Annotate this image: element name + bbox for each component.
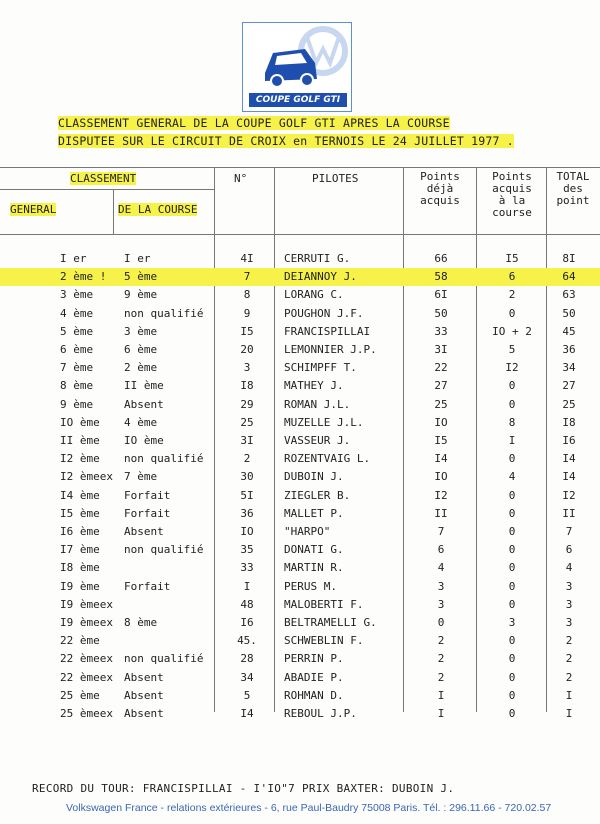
cell-total: 2 (565, 634, 573, 648)
cell-points-before: 2 (437, 670, 445, 684)
classement-divider (0, 189, 214, 190)
col-general (10, 203, 56, 216)
col-acquis-l2: acquis (492, 182, 532, 195)
cell-points-race: 0 (508, 670, 516, 684)
cell-course: Absent (124, 707, 164, 720)
cell-points-race: 0 (508, 561, 516, 575)
cell-points-before: I2 (434, 488, 448, 502)
table-row (0, 305, 600, 323)
cell-total: I6 (562, 434, 576, 447)
cell-number: I5 (240, 324, 254, 338)
cell-course: non qualifié (124, 452, 204, 466)
cell-pilote: DUBOIN J. (284, 470, 344, 484)
table-row (0, 468, 600, 486)
cell-total: 25 (562, 397, 576, 411)
cell-points-before: IO (434, 470, 448, 484)
cell-points-before: 0 (437, 616, 445, 629)
cell-general: 2 ème ! (60, 270, 107, 284)
cell-number: 33 (240, 561, 254, 575)
col-acquis-l1: Points (492, 170, 532, 183)
cell-pilote: MARTIN R. (284, 561, 344, 575)
cell-general: 22 èmeex (60, 652, 113, 666)
cell-general: I7 ème (60, 543, 100, 557)
cell-general: I4 ème (60, 488, 100, 502)
cell-total: I4 (562, 470, 576, 484)
cell-course: Absent (124, 397, 164, 411)
cell-pilote: BELTRAMELLI G. (284, 616, 377, 629)
col-points-l3: acquis (420, 194, 460, 207)
cell-total: 6 (565, 543, 573, 557)
cell-total: 64 (562, 270, 576, 284)
cell-pilote: DEIANNOY J. (284, 270, 357, 284)
cell-points-before: 27 (434, 379, 448, 393)
cell-number: IO (240, 525, 254, 538)
table-row (0, 596, 600, 614)
cell-points-race: 8 (508, 415, 516, 429)
cell-number: 34 (240, 670, 254, 684)
cell-total: 2 (565, 652, 573, 666)
cell-total: 63 (562, 288, 576, 302)
cell-general: I6 ème (60, 525, 100, 538)
cell-pilote: MALOBERTI F. (284, 597, 364, 611)
cell-general: 9 ème (60, 397, 94, 411)
cell-points-race: 3 (508, 616, 516, 629)
table-row (0, 396, 600, 414)
col-course-label: DE LA COURSE (118, 203, 198, 216)
table-row (0, 687, 600, 705)
cell-general: 22 ème (60, 634, 100, 648)
cell-general: 4 ème (60, 306, 94, 320)
cell-course: 8 ème (124, 616, 158, 629)
cell-number: I4 (240, 707, 254, 720)
cell-pilote: FRANCISPILLAI (284, 324, 371, 338)
cell-number: 8 (243, 288, 251, 302)
cell-points-race: 0 (508, 634, 516, 648)
col-points (404, 171, 476, 207)
cell-points-before: 3 (437, 579, 445, 593)
cell-course: Absent (124, 670, 164, 684)
cell-pilote: POUGHON J.F. (284, 306, 364, 320)
col-pilotes: PILOTES (312, 172, 359, 185)
cell-course: Forfait (124, 488, 171, 502)
cell-number: 35 (240, 543, 254, 557)
cell-points-before: 58 (434, 270, 448, 284)
table-row (0, 432, 600, 450)
cell-points-before: II (434, 506, 448, 520)
cell-total: 2 (565, 670, 573, 684)
cell-points-race: 2 (508, 288, 516, 302)
cell-points-before: 3 (437, 597, 445, 611)
cell-general: II ème (60, 434, 100, 447)
general-course-divider (113, 189, 114, 235)
cell-number: 2 (243, 452, 251, 466)
col-acquis-l4: course (492, 206, 532, 219)
cell-pilote: CERRUTI G. (284, 252, 351, 265)
cell-general: 8 ème (60, 379, 94, 393)
table-row (0, 559, 600, 577)
cell-points-before: I (437, 688, 445, 702)
cell-course: non qualifié (124, 306, 204, 320)
cell-total: I (565, 707, 573, 720)
cell-points-before: I (437, 707, 445, 720)
cell-pilote: LEMONNIER J.P. (284, 343, 377, 356)
cell-general: I9 èmeex (60, 616, 113, 629)
cell-general: IO ème (60, 415, 100, 429)
cell-general: 3 ème (60, 288, 94, 302)
cell-points-before: 6 (437, 543, 445, 557)
cell-course: 3 ème (124, 324, 158, 338)
cell-number: 9 (243, 306, 251, 320)
cell-pilote: "HARPO" (284, 525, 331, 538)
cell-points-before: 2 (437, 634, 445, 648)
table-row (0, 377, 600, 395)
table-row (0, 650, 600, 668)
cell-total: II (562, 506, 576, 520)
cell-number: 25 (240, 415, 254, 429)
record-line: RECORD DU TOUR: FRANCISPILLAI - I'IO"7 PRIX BAXTER: DUBOIN J. (32, 782, 455, 795)
cell-points-before: 7 (437, 525, 445, 538)
cell-total: 50 (562, 306, 576, 320)
cell-general: 22 èmeex (60, 670, 113, 684)
cell-pilote: ABADIE P. (284, 670, 344, 684)
cell-course: 4 ème (124, 415, 158, 429)
cell-number: 30 (240, 470, 254, 484)
cell-points-race: 0 (508, 488, 516, 502)
table-row (0, 523, 600, 541)
col-course (118, 203, 197, 216)
cell-number: I6 (240, 616, 254, 629)
cell-points-before: 6I (434, 288, 448, 302)
cell-number: 3 (243, 361, 251, 375)
cell-points-before: IO (434, 415, 448, 429)
cell-total: I8 (562, 415, 576, 429)
table-row (0, 286, 600, 304)
cell-total: I2 (562, 488, 576, 502)
cell-points-before: 33 (434, 324, 448, 338)
cell-number: 20 (240, 343, 254, 356)
col-acquis (477, 171, 547, 219)
cell-number: 29 (240, 397, 254, 411)
cell-pilote: PERUS M. (284, 579, 337, 593)
cell-pilote: SCHIMPFF T. (284, 361, 357, 375)
cell-points-race: 0 (508, 652, 516, 666)
col-classement-label: CLASSEMENT (70, 172, 137, 185)
cell-pilote: SCHWEBLIN F. (284, 634, 364, 648)
cell-course: Forfait (124, 506, 171, 520)
table-row (0, 705, 600, 723)
cell-total: 45 (562, 324, 576, 338)
table-row (0, 450, 600, 468)
cell-total: 7 (565, 525, 573, 538)
table-row (0, 268, 600, 286)
col-no: N° (234, 172, 248, 185)
cell-total: I4 (562, 452, 576, 466)
cell-pilote: ROMAN J.L. (284, 397, 351, 411)
cell-total: 4 (565, 561, 573, 575)
cell-points-race: 5 (508, 343, 516, 356)
cell-general: I9 èmeex (60, 597, 113, 611)
cell-points-race: 0 (508, 525, 516, 538)
cell-points-before: 2 (437, 652, 445, 666)
table-row (0, 323, 600, 341)
table-row (0, 250, 600, 268)
col-total-l1: TOTAL (556, 171, 590, 183)
header-bottom-border (0, 234, 600, 235)
table-row (0, 578, 600, 596)
cell-pilote: MATHEY J. (284, 379, 344, 393)
cell-general: I er (60, 252, 87, 265)
table-row (0, 505, 600, 523)
vw-car-emblem-icon (243, 23, 351, 93)
heading-line-1-text: CLASSEMENT GENERAL DE LA COUPE GOLF GTI APRES LA COURSE (58, 116, 450, 130)
heading-line-2-text: DISPUTEE SUR LE CIRCUIT DE CROIX en TERNOIS LE 24 JUILLET 1977 . (58, 134, 514, 148)
cell-pilote: DONATI G. (284, 543, 344, 557)
cell-total: 8I (562, 252, 576, 265)
table-row (0, 487, 600, 505)
cell-points-before: I4 (434, 452, 448, 466)
table-row (0, 341, 600, 359)
cell-points-before: 50 (434, 306, 448, 320)
cell-points-race: 0 (508, 579, 516, 593)
cell-pilote: ZIEGLER B. (284, 488, 351, 502)
cell-points-race: 0 (508, 688, 516, 702)
cell-total: 3 (565, 579, 573, 593)
cell-pilote: ROZENTVAIG L. (284, 452, 371, 466)
cell-general: 25 èmeex (60, 707, 113, 720)
cell-course: 2 ème (124, 361, 158, 375)
table-top-border (0, 167, 600, 168)
cell-total: 36 (562, 343, 576, 356)
table-row (0, 669, 600, 687)
col-total (548, 171, 598, 207)
cell-points-race: 0 (508, 452, 516, 466)
cell-number: I (243, 579, 251, 593)
cell-general: 5 ème (60, 324, 94, 338)
cell-points-race: 0 (508, 597, 516, 611)
cell-points-race: 0 (508, 707, 516, 720)
table-row (0, 632, 600, 650)
cell-pilote: ROHMAN D. (284, 688, 344, 702)
cell-total: 3 (565, 597, 573, 611)
table-row (0, 359, 600, 377)
cell-total: 3 (565, 616, 573, 629)
cell-course: Absent (124, 525, 164, 538)
cell-total: 34 (562, 361, 576, 375)
cell-course: IO ème (124, 434, 164, 447)
cell-number: 7 (243, 270, 251, 284)
cell-pilote: REBOUL J.P. (284, 707, 357, 720)
cell-points-race: I2 (505, 361, 519, 375)
cell-points-before: 66 (434, 252, 448, 265)
cell-number: 5 (243, 688, 251, 702)
logo-caption: COUPE GOLF GTI (249, 93, 347, 107)
cell-points-before: 3I (434, 343, 448, 356)
cell-general: I2 èmeex (60, 470, 113, 484)
cell-points-race: I (508, 434, 516, 447)
cell-general: I8 ème (60, 561, 100, 575)
cell-points-race: 0 (508, 379, 516, 393)
cell-number: 48 (240, 597, 254, 611)
logo-frame (242, 22, 352, 112)
cell-course: 9 ème (124, 288, 158, 302)
cell-points-race: IO + 2 (492, 324, 532, 338)
cell-points-race: I5 (505, 252, 519, 265)
cell-points-before: 22 (434, 361, 448, 375)
cell-points-race: 0 (508, 306, 516, 320)
cell-course: 7 ème (124, 470, 158, 484)
cell-pilote: VASSEUR J. (284, 434, 351, 447)
heading-line-2 (58, 134, 514, 148)
cell-points-before: I5 (434, 434, 448, 447)
cell-general: 25 ème (60, 688, 100, 702)
table-row (0, 614, 600, 632)
cell-course: II ème (124, 379, 164, 393)
heading-line-1 (58, 116, 450, 130)
cell-total: I (565, 688, 573, 702)
cell-number: 36 (240, 506, 254, 520)
cell-points-race: 0 (508, 543, 516, 557)
col-general-label: GENERAL (10, 203, 57, 216)
col-total-l3: point (556, 194, 590, 207)
cell-course: non qualifié (124, 652, 204, 666)
cell-pilote: PERRIN P. (284, 652, 344, 666)
cell-course: Forfait (124, 579, 171, 593)
cell-points-race: 4 (508, 470, 516, 484)
cell-points-before: 4 (437, 561, 445, 575)
table-row (0, 414, 600, 432)
coupe-golf-gti-logo (242, 22, 352, 112)
address-line: Volkswagen France - relations extérieures - 6, rue Paul-Baudry 75008 Paris. Tél. : 296.11.66 - 720.02.57 (66, 802, 552, 814)
col-acquis-l3: à la (498, 194, 526, 207)
cell-number: 28 (240, 652, 254, 666)
cell-general: I2 ème (60, 452, 100, 466)
cell-pilote: MALLET P. (284, 506, 344, 520)
cell-number: 4I (240, 252, 254, 265)
cell-course: 5 ème (124, 270, 158, 284)
cell-pilote: LORANG C. (284, 288, 344, 302)
cell-number: 45. (237, 634, 257, 648)
cell-number: I8 (240, 379, 254, 393)
cell-general: 6 ème (60, 343, 94, 356)
cell-general: I5 ème (60, 506, 100, 520)
cell-total: 27 (562, 379, 576, 393)
cell-number: 3I (240, 434, 254, 447)
cell-number: 5I (240, 488, 254, 502)
cell-points-race: 0 (508, 397, 516, 411)
cell-points-race: 0 (508, 506, 516, 520)
col-points-l1: Points (420, 170, 460, 183)
table-row (0, 541, 600, 559)
cell-course: 6 ème (124, 343, 158, 356)
cell-pilote: MUZELLE J.L. (284, 415, 364, 429)
cell-course: Absent (124, 688, 164, 702)
cell-course: I er (124, 252, 151, 265)
col-total-l2: des (563, 182, 583, 195)
cell-general: I9 ème (60, 579, 100, 593)
cell-points-race: 6 (508, 270, 516, 284)
cell-general: 7 ème (60, 361, 94, 375)
col-classement (70, 172, 136, 185)
cell-points-before: 25 (434, 397, 448, 411)
col-points-l2: déjà (426, 182, 454, 195)
cell-course: non qualifié (124, 543, 204, 557)
